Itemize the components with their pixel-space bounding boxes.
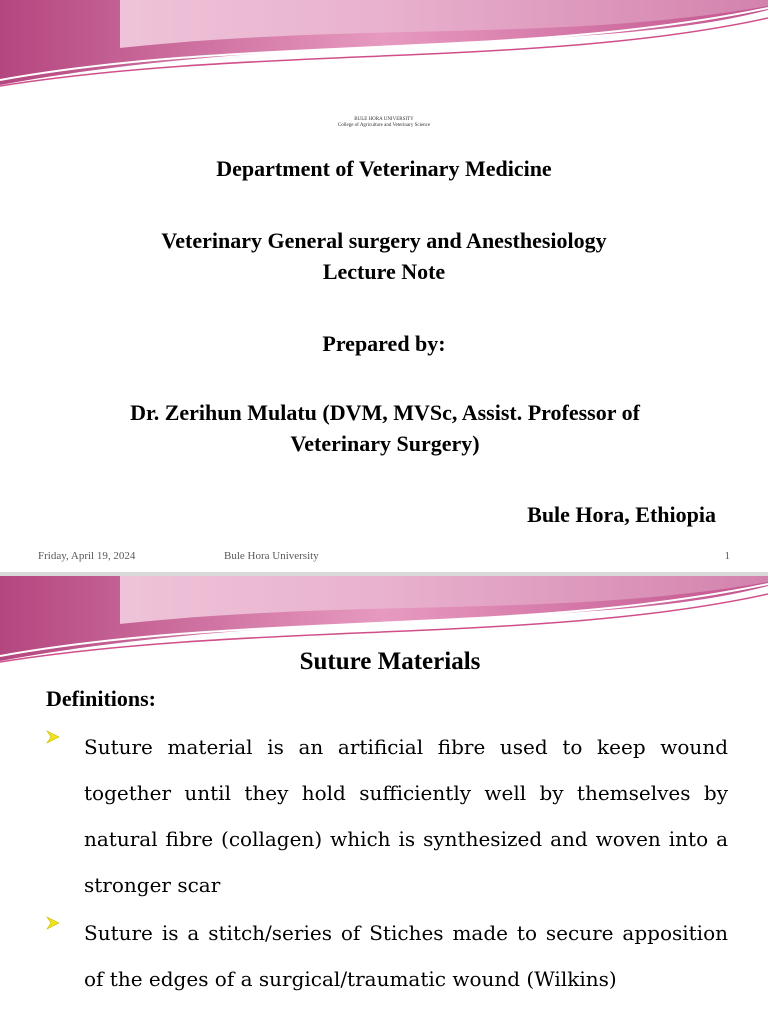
author-line1: Dr. Zerihun Mulatu (DVM, MVSc, Assist. Professor of	[130, 400, 640, 425]
author-line2: Veterinary Surgery)	[290, 431, 480, 456]
university-name-small: BULE HORA UNIVERSITY	[354, 117, 414, 122]
slide-title: Suture Materials	[299, 648, 481, 675]
arrowhead-bullet-icon	[46, 730, 60, 744]
arrowhead-bullet-icon	[46, 916, 60, 930]
university-header-small	[0, 117, 768, 129]
footer-date: Friday, April 19, 2024	[38, 550, 136, 562]
bullet-text: Suture material is an artificial fibre used to keep wound together until they hold sufficiently well by themselves by natural fibre (collagen) which is synthesized and woven into a stronger scar	[84, 735, 728, 897]
footer-page-number: 1	[724, 550, 730, 562]
course-title	[0, 225, 768, 287]
content-slide	[0, 576, 768, 1024]
location-text: Bule Hora, Ethiopia	[527, 502, 716, 527]
course-title-line1: Veterinary General surgery and Anesthesiology	[161, 228, 607, 253]
course-title-line2: Lecture Note	[322, 259, 446, 284]
decorative-banner	[0, 0, 768, 90]
prepared-by-label: Prepared by:	[322, 331, 446, 356]
definitions-heading: Definitions:	[46, 686, 156, 711]
author-name	[40, 397, 730, 459]
footer-university: Bule Hora University	[224, 550, 319, 562]
department-title: Department of Veterinary Medicine	[216, 156, 552, 181]
college-name-small: College of Agriculture and Veterinary Science	[337, 123, 431, 128]
bullet-text: Suture is a stitch/series of Stiches made to secure apposition of the edges of a surgical/traumatic wound (Wilkins)	[84, 921, 728, 991]
